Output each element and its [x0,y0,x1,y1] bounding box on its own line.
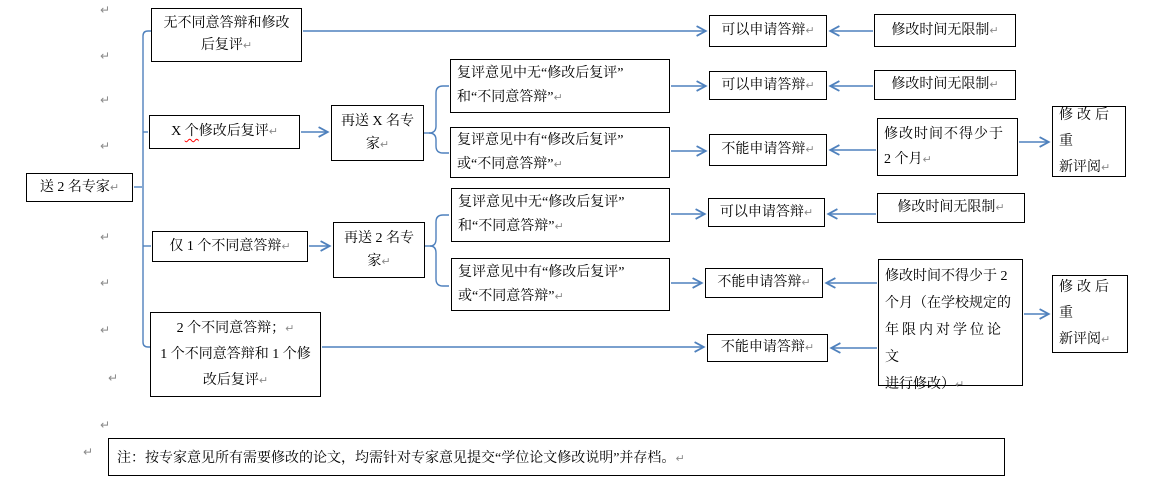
box-text-line: 改后复评↵ [202,372,269,388]
box-text: 不能申请答辩↵ [720,340,815,355]
paragraph-mark: ↵ [100,139,111,153]
box-two-disagree-defense[interactable] [150,312,321,397]
box-text-line: 复评意见中有“修改后复评” [457,132,624,148]
box-no-disagree-no-reeval[interactable] [151,8,302,62]
box-text: 仅 1 个不同意答辩↵ [169,238,291,254]
box-text: X 个修改后复评↵ [171,124,278,139]
box-text: 修改时间无限制↵ [897,200,1005,215]
bracket-resendX-upper[interactable] [429,86,449,133]
box-x-reeval-after-revision[interactable] [149,115,300,149]
box-text-line: 年限内对学位论文 [885,323,1004,365]
note-text: 注：按专家意见所有需要修改的论文，均需针对专家意见提交“学位论文修改说明”并存档。↵ [117,451,685,466]
misspelled-word: 个 [184,124,199,139]
paragraph-mark: ↵ [100,418,111,432]
paragraph-mark: ↵ [100,323,111,337]
paragraph-mark: ↵ [108,371,119,385]
box-text-line: 修改后重 [1059,107,1113,149]
box-no-time-limit-1[interactable] [874,14,1016,47]
box-text: 可以申请答辩↵ [721,23,815,38]
box-text-line: 和“不同意答辩”↵ [458,219,564,234]
box-text: 可以申请答辩↵ [719,204,814,220]
box-resend-x-experts[interactable] [331,105,424,161]
note-box[interactable] [108,438,1005,476]
connector-trunk[interactable] [143,31,151,347]
box-text: 不能申请答辩↵ [721,142,815,157]
box-text-line: 1 个不同意答辩和 1 个修 [160,346,311,362]
box-resend-2-experts[interactable] [333,222,425,278]
box-text: 不能申请答辩↵ [717,275,811,290]
box-text-line: 个月（在学校规定的 [885,296,1011,311]
box-rereview-after-revision-2[interactable] [1052,275,1128,353]
bracket-resend2-upper[interactable] [430,215,449,246]
paragraph-mark: ↵ [100,3,111,17]
box-reeval-opinion-none-2[interactable] [451,188,670,242]
box-no-time-limit-3[interactable] [877,193,1025,223]
box-text: 可以申请答辩↵ [721,77,815,93]
box-may-apply-defense-3[interactable] [708,198,825,227]
box-cannot-apply-defense-1[interactable] [709,134,827,166]
box-text-line: 复评意见中有“修改后复评” [458,264,625,280]
box-reeval-opinion-none-1[interactable] [450,59,670,113]
paragraph-mark: ↵ [100,276,111,290]
box-text-line: 无不同意答辩和修改 [163,16,290,31]
box-text-line: 新评阅↵ [1059,332,1111,347]
box-text-line: 家↵ [367,254,391,269]
box-text-line: 2 个月↵ [884,152,932,167]
paragraph-mark: ↵ [100,49,111,63]
box-text-line: 新评阅↵ [1059,159,1111,175]
box-text-line: 家↵ [365,137,390,152]
box-text-line: 或“不同意答辩”↵ [457,156,563,172]
bracket-resend2-lower[interactable] [430,246,449,286]
box-text: 修改时间无限制↵ [891,22,999,38]
box-text-line: 复评意见中无“修改后复评” [457,66,624,81]
box-text-line: 2 个不同意答辩；↵ [176,320,295,336]
box-text-line: 再送 2 名专 [344,231,414,246]
box-text: 修改时间无限制↵ [891,77,999,92]
box-may-apply-defense-1[interactable] [709,15,827,47]
box-no-time-limit-2[interactable] [874,70,1016,100]
box-may-apply-defense-2[interactable] [709,71,827,100]
box-text-line: 再送 X 名专 [340,114,415,129]
box-text: 送 2 名专家↵ [39,179,120,195]
box-text-line: 修改后重 [1059,280,1113,321]
box-text-line: 修改时间不得少于 [884,127,1004,142]
box-text-line: 复评意见中无“修改后复评” [458,195,625,210]
box-cannot-apply-defense-3[interactable] [707,334,828,362]
box-text-line: 修改时间不得少于 2 [885,269,1008,284]
box-reeval-opinion-has-1[interactable] [450,127,670,178]
bracket-resendX-lower[interactable] [429,133,449,153]
box-rereview-after-revision-1[interactable] [1052,106,1126,177]
box-text-line: 后复评↵ [200,38,253,53]
box-send-2-experts[interactable] [26,173,133,202]
box-one-disagree-defense[interactable] [152,231,308,262]
box-min-two-months-long[interactable] [878,259,1023,392]
box-text-line: 或“不同意答辩”↵ [458,288,564,304]
box-cannot-apply-defense-2[interactable] [705,268,823,298]
box-reeval-opinion-has-2[interactable] [451,258,670,311]
box-text-line: 和“不同意答辩”↵ [457,90,563,105]
paragraph-mark: ↵ [100,93,111,107]
paragraph-mark: ↵ [100,230,111,244]
paragraph-mark: ↵ [83,445,94,459]
box-text-line: 进行修改）↵ [885,377,965,392]
box-min-two-months[interactable] [877,118,1018,176]
